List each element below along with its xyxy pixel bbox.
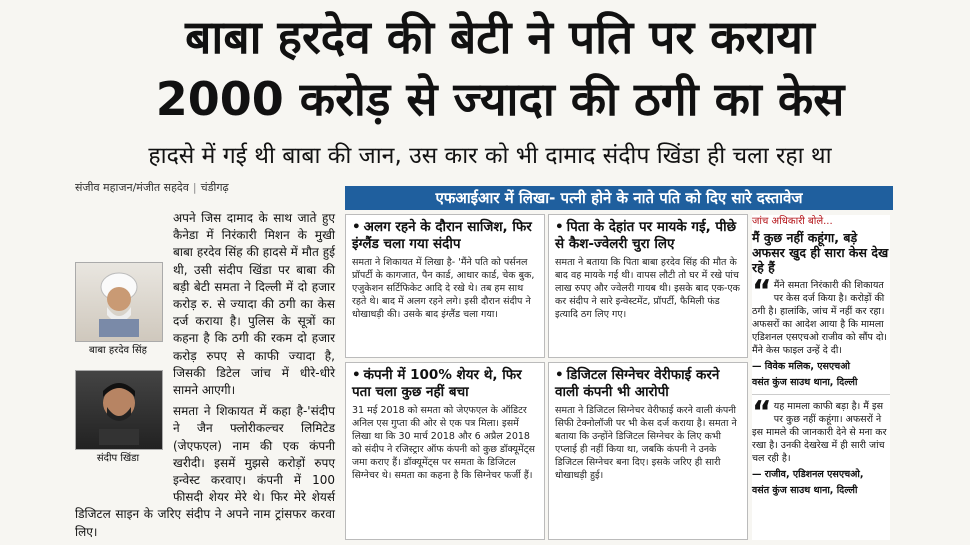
sidebar-heading: मैं कुछ नहीं कहूंगा, बड़े अफसर खुद ही सारा केस देख रहे हैं: [752, 230, 889, 275]
story-box-2: [548, 214, 748, 358]
photo-caption-sandeep: संदीप खिंडा: [96, 453, 140, 464]
sidebar-signature-1-name: — विवेक मलिक, एसएचओ: [752, 361, 850, 372]
headline: [60, 6, 940, 130]
photo-caption-baba: बाबा हरदेव सिंह: [89, 345, 147, 356]
byline-authors: संजीव महाजन/मंजीत सहदेव: [75, 181, 189, 194]
article-paragraph-1: अपने जिस दामाद के साथ जाते हुए कैनेडा में निरंकारी मिशन के मुखी बाबा हरदेव सिंह की हादसे में मौत हुई थी, उसी संदीप खिंडा पर बाबा की बड़ी बेटी समता ने दिल्ली में दो हजार करोड़ रु. से ज्यादा की ठगी का केस दर्ज कराया है। पुलिस के सूत्रों का कहना है कि ठगी की रकम दो हजार करोड़ रुपए से काफी ज्यादा है, जिसकी डिटेल जांच में धीरे-धीरे सामने आएगी।: [173, 211, 335, 398]
byline: संजीव महाजन/मंजीत सहदेव | चंडीगढ़: [75, 181, 229, 194]
portrait-sandeep-khinda: [75, 370, 163, 450]
box-4-body: समता ने डिजिटल सिग्नेचर वेरीफाई करने वाली कंपनी सिफी टेक्नोलॉजी पर भी केस दर्ज कराया है। समता ने बताया कि उन्होंने डिजिटल सिग्नेचर के लिए कभी एप्लाई ही नहीं किया था, जबकि कंपनी ने उनके डिजिटल सिग्नेचर बना दिए। इसके जरिए ही सारी धोखाधड़ी हुई।: [555, 405, 737, 481]
box-1-body: समता ने शिकायत में लिखा है- 'मैंने पति को पर्सनल प्रॉपर्टी के कागजात, पैन कार्ड, आधार कार्ड, चेक बुक, एजुकेशन सर्टिफिकेट आदि दे रखे थे। तब हम साथ रहते थे। बाद में अलग रहने लगे। इसी दौरान संदीप ने धोखाधड़ी की। उसके बाद इंग्लैंड चला गया।: [352, 257, 535, 320]
quote-mark-icon: “: [752, 395, 772, 430]
box-3-body: 31 मई 2018 को समता को जेएफएल के ऑडिटर अनिल एस गुप्ता की ओर से एक पत्र मिला। इसमें लिखा था कि 30 मार्च 2018 और 6 अप्रैल 2018 को संदीप ने रजिस्ट्रार ऑफ कंपनी को कुछ डॉक्यूमेंट्स जमा कराए हैं। डॉक्यूमेंट्स पर समता के डिजिटल सिग्नेचर थे। समता का कहना है कि सिग्नेचर फर्जी हैं।: [352, 405, 535, 481]
story-box-1: [345, 214, 545, 358]
photo-sandeep-khinda: [75, 370, 161, 464]
sidebar-signature-2-name: — राजीव, एडिशनल एसएचओ,: [752, 469, 864, 480]
subheadline: हादसे में गई थी बाबा की जान, उस कार को भी दामाद संदीप खिंडा ही चला रहा था: [148, 143, 832, 169]
bullet-icon: •: [352, 219, 361, 235]
quote-mark-icon: “: [752, 274, 772, 309]
box-2-title: पिता के देहांत पर मायके गई, पीछे से कैश-ज्वेलरी चुरा लिए: [555, 219, 737, 252]
box-1-title: अलग रहने के दौरान साजिश, फिर इंग्लैंड चला गया संदीप: [352, 219, 532, 252]
story-box-3: [345, 362, 545, 540]
box-4-title: डिजिटल सिग्नेचर वेरीफाई करने वाली कंपनी भी आरोपी: [555, 367, 720, 400]
headline-line-1: बाबा हरदेव की बेटी ने पति पर कराया: [185, 10, 815, 64]
portrait-baba-hardev: [75, 262, 163, 342]
bullet-icon: •: [555, 367, 564, 383]
box-3-title: कंपनी में 100% शेयर थे, फिर पता चला कुछ नहीं बचा: [352, 367, 522, 400]
person-icon: [89, 375, 149, 445]
investigator-sidebar: [752, 215, 890, 540]
photo-baba-hardev: [75, 262, 161, 356]
sidebar-divider: [752, 394, 890, 395]
byline-city: चंडीगढ़: [200, 181, 229, 194]
sidebar-quote-2: यह मामला काफी बड़ा है। मैं इस पर कुछ नहीं कहूंगा। अफसरों ने इस मामले की जानकारी देने से मना कर रखा है। उनकी देखरेख में ही सारी जांच चल रही है।: [752, 401, 887, 464]
headline-line-2: 2000 करोड़ से ज्यादा की ठगी का केस: [155, 72, 845, 126]
article-paragraph-2: समता ने शिकायत में कहा है-'संदीप ने जैन फ्लोरीकल्चर लिमिटेड (जेएफएल) नाम की एक कंपनी खरीदी। इसमें मुझसे करोड़ों रुपए इन्वेस्ट करवाए। कंपनी में 100 फीसदी शेयर मेरे थे। फिर मेरे शेयर्स डिजिटल साइन के जरिए संदीप ने अपने नाम ट्रांसफर करवा लिए।: [75, 404, 335, 539]
sidebar-tag: जांच अधिकारी बोले...: [752, 216, 833, 227]
person-icon: [89, 267, 149, 337]
sidebar-signature-2-place: वसंत कुंज साउथ थाना, दिल्ली: [752, 485, 858, 496]
box-2-body: समता ने बताया कि पिता बाबा हरदेव सिंह की मौत के बाद वह मायके गई थी। वापस लौटी तो घर में रखे पांच लाख रुपए और ज्वेलरी गायब थी। इसके बाद एक-एक कर संदीप ने सारे इन्वेस्टमेंट, प्रॉपर्टी, फैमिली फंड इत्यादि ठग लिए गए।: [555, 257, 740, 320]
bullet-icon: •: [555, 219, 564, 235]
bullet-icon: •: [352, 367, 361, 383]
fir-banner: एफआईआर में लिखा- पत्नी होने के नाते पति को दिए सारे दस्तावेज: [345, 186, 893, 210]
sidebar-quote-1: मैंने समता निरंकारी की शिकायत पर केस दर्ज किया है। करोड़ों की ठगी है। हालांकि, जांच में नहीं कर रहा। अफसरों का आदेश आया है कि मामला एडिशनल एसएचओ राजीव को सौंप दो। मैंने केस फाइल उन्हें दे दी।: [752, 280, 888, 356]
story-box-4: [548, 362, 748, 540]
sidebar-signature-1-place: वसंत कुंज साउथ थाना, दिल्ली: [752, 377, 858, 388]
